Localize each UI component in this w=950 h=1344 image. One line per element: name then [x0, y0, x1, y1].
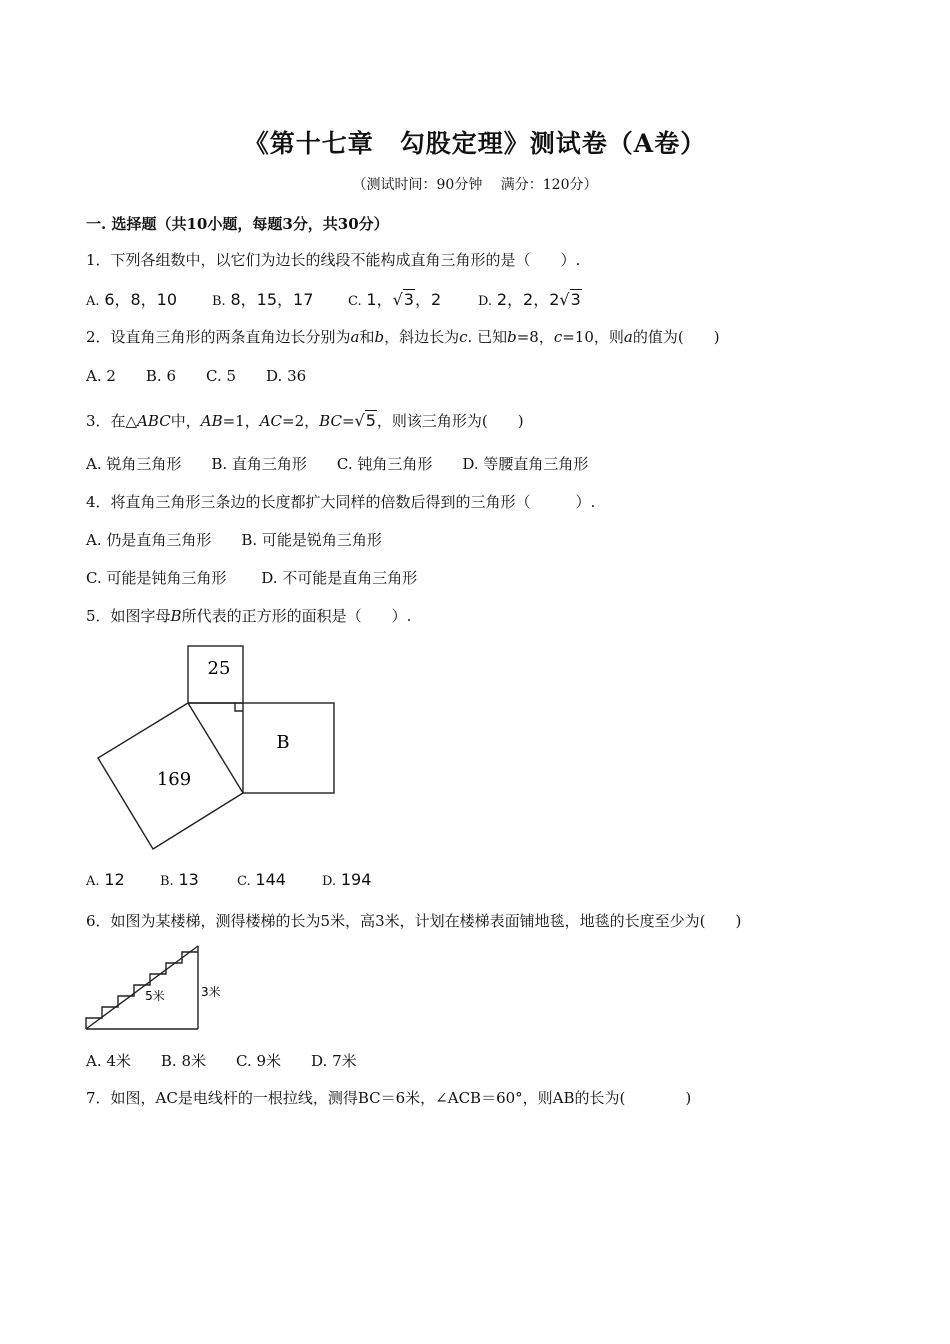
height-label: 3米: [201, 985, 221, 999]
variable: c: [459, 328, 468, 346]
question-6-options: A. 4米 B. 8米 C. 9米 D. 7米: [86, 1052, 357, 1070]
option-value: 8，15，17: [230, 290, 314, 309]
question-1-option-d: D. 2，2，2√3: [478, 290, 581, 309]
variable: a: [350, 328, 360, 346]
question-6-stem: 6．如图为某楼梯，测得楼梯的长为5米，高3米，计划在楼梯表面铺地毯，地毯的长度至少为( ): [86, 912, 742, 930]
option-value: 13: [178, 870, 199, 889]
text: =10，则: [562, 328, 624, 346]
question-4-options-row1: A. 仍是直角三角形 B. 可能是锐角三角形: [86, 531, 382, 549]
radicand: 3: [570, 290, 581, 309]
text: 2．设直角三角形的两条直角边长分别为: [86, 328, 351, 346]
question-1-option-c: C. 1，√3，2: [348, 290, 442, 309]
text: =1，: [222, 412, 260, 430]
option-value: ，2: [414, 290, 442, 309]
option-letter: A.: [86, 294, 100, 309]
question-3-options: A. 锐角三角形 B. 直角三角形 C. 钝角三角形 D. 等腰直角三角形: [86, 455, 589, 473]
small-square-label: 25: [207, 658, 231, 679]
square-b-label: B: [276, 732, 290, 753]
option-value: 12: [104, 870, 125, 889]
text: . 已知: [467, 328, 508, 346]
large-square-label: 169: [156, 769, 192, 790]
option-value: 6，8，10: [104, 290, 178, 309]
text: 中，: [170, 412, 201, 430]
text: 5．如图字母: [86, 607, 171, 625]
question-1-stem: 1．下列各组数中，以它们为边长的线段不能构成直角三角形的是（ ）.: [86, 251, 581, 269]
text: 的值为( ): [632, 328, 720, 346]
variable: c: [553, 328, 563, 346]
option-letter: D.: [322, 874, 337, 889]
variable: AB: [200, 412, 223, 430]
question-7-stem: 7．如图，AC是电线杆的一根拉线，测得BC＝6米，∠ACB＝60°，则AB的长为( ): [86, 1089, 692, 1107]
radicand: 5: [365, 411, 376, 430]
text: ，则该三角形为( ): [376, 412, 524, 430]
option-letter: D.: [478, 294, 493, 309]
question-4-options-row2: C. 可能是钝角三角形 D. 不可能是直角三角形: [86, 569, 418, 587]
variable: ABC: [137, 412, 171, 430]
staircase-steps: [86, 952, 198, 1029]
staircase-hypotenuse: [86, 946, 198, 1029]
hypotenuse-label: 5米: [145, 989, 165, 1003]
option-value: 194: [340, 870, 372, 889]
variable: AC: [259, 412, 283, 430]
page-title: 《第十七章 勾股定理》测试卷（A卷）: [243, 129, 707, 158]
text: 所代表的正方形的面积是（ ）.: [181, 607, 412, 625]
variable: b: [507, 328, 517, 346]
option-letter: C.: [348, 294, 362, 309]
option-letter: B.: [212, 294, 226, 309]
option-value: 1，: [366, 290, 393, 309]
variable: B: [170, 607, 182, 625]
section-heading: 一. 选择题（共10小题，每题3分，共30分）: [86, 215, 389, 233]
text: 和: [359, 328, 375, 346]
text: =8，: [516, 328, 554, 346]
variable: b: [374, 328, 385, 346]
text: =2，: [282, 412, 320, 430]
option-letter: B.: [160, 874, 174, 889]
sqrt-expression: √5: [354, 411, 376, 430]
exam-info: （测试时间：90分钟 满分：120分）: [352, 177, 598, 193]
option-value: 2，2，2: [496, 290, 560, 309]
option-value: 144: [255, 870, 286, 889]
question-2-options: A. 2 B. 6 C. 5 D. 36: [86, 367, 307, 385]
option-letter: C.: [237, 874, 251, 889]
text: ，斜边长为: [384, 328, 460, 346]
text: =: [341, 412, 355, 430]
variable: a: [623, 328, 633, 346]
option-letter: A.: [86, 874, 100, 889]
question-4-stem: 4．将直角三角形三条边的长度都扩大同样的倍数后得到的三角形（ ）.: [86, 493, 596, 511]
text: 3．在△: [86, 412, 138, 430]
radicand: 3: [403, 290, 414, 309]
variable: BC: [319, 412, 342, 430]
